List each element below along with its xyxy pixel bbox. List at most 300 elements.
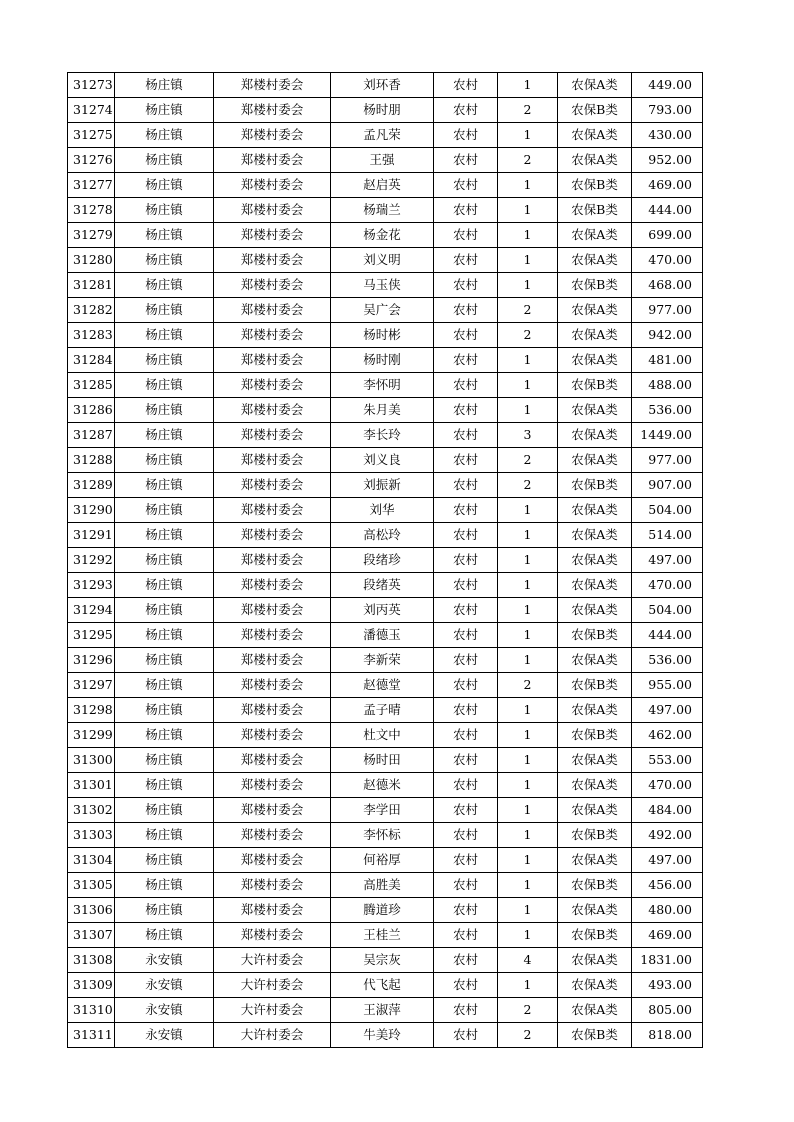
table-row [68, 923, 703, 948]
area-type-cell: 农村 [434, 173, 498, 198]
household-count-cell: 1 [498, 848, 558, 873]
household-count-cell: 2 [498, 998, 558, 1023]
amount-cell: 488.00 [632, 373, 703, 398]
area-type-cell: 农村 [434, 498, 498, 523]
amount-cell: 484.00 [632, 798, 703, 823]
village-committee-cell: 郑楼村委会 [214, 923, 331, 948]
household-count-cell: 1 [498, 348, 558, 373]
person-name-cell: 杨时彬 [331, 323, 434, 348]
record-id-cell: 31288 [68, 448, 115, 473]
village-committee-cell: 郑楼村委会 [214, 348, 331, 373]
town-cell: 杨庄镇 [115, 98, 214, 123]
table-row [68, 1023, 703, 1048]
village-committee-cell: 郑楼村委会 [214, 523, 331, 548]
household-count-cell: 1 [498, 173, 558, 198]
village-committee-cell: 郑楼村委会 [214, 598, 331, 623]
area-type-cell: 农村 [434, 748, 498, 773]
village-committee-cell: 郑楼村委会 [214, 648, 331, 673]
record-id-cell: 31273 [68, 73, 115, 98]
insurance-category-cell: 农保A类 [558, 223, 632, 248]
person-name-cell: 杨时田 [331, 748, 434, 773]
town-cell: 杨庄镇 [115, 748, 214, 773]
area-type-cell: 农村 [434, 198, 498, 223]
person-name-cell: 孟凡荣 [331, 123, 434, 148]
household-count-cell: 1 [498, 648, 558, 673]
area-type-cell: 农村 [434, 123, 498, 148]
area-type-cell: 农村 [434, 423, 498, 448]
insurance-category-cell: 农保A类 [558, 973, 632, 998]
table-row [68, 523, 703, 548]
record-id-cell: 31276 [68, 148, 115, 173]
area-type-cell: 农村 [434, 98, 498, 123]
household-count-cell: 1 [498, 198, 558, 223]
town-cell: 杨庄镇 [115, 723, 214, 748]
amount-cell: 504.00 [632, 498, 703, 523]
area-type-cell: 农村 [434, 873, 498, 898]
record-id-cell: 31295 [68, 623, 115, 648]
area-type-cell: 农村 [434, 448, 498, 473]
area-type-cell: 农村 [434, 323, 498, 348]
record-id-cell: 31307 [68, 923, 115, 948]
village-committee-cell: 郑楼村委会 [214, 798, 331, 823]
insurance-category-cell: 农保A类 [558, 998, 632, 1023]
table-row [68, 223, 703, 248]
area-type-cell: 农村 [434, 798, 498, 823]
household-count-cell: 1 [498, 723, 558, 748]
town-cell: 杨庄镇 [115, 248, 214, 273]
record-id-cell: 31283 [68, 323, 115, 348]
record-id-cell: 31299 [68, 723, 115, 748]
area-type-cell: 农村 [434, 373, 498, 398]
village-committee-cell: 郑楼村委会 [214, 198, 331, 223]
record-id-cell: 31279 [68, 223, 115, 248]
person-name-cell: 李怀明 [331, 373, 434, 398]
amount-cell: 818.00 [632, 1023, 703, 1048]
record-id-cell: 31278 [68, 198, 115, 223]
town-cell: 杨庄镇 [115, 198, 214, 223]
area-type-cell: 农村 [434, 723, 498, 748]
person-name-cell: 朱月美 [331, 398, 434, 423]
village-committee-cell: 郑楼村委会 [214, 98, 331, 123]
table-row [68, 673, 703, 698]
town-cell: 永安镇 [115, 1023, 214, 1048]
town-cell: 杨庄镇 [115, 73, 214, 98]
record-id-cell: 31287 [68, 423, 115, 448]
insurance-category-cell: 农保A类 [558, 448, 632, 473]
area-type-cell: 农村 [434, 698, 498, 723]
town-cell: 杨庄镇 [115, 223, 214, 248]
person-name-cell: 杨金花 [331, 223, 434, 248]
record-id-cell: 31274 [68, 98, 115, 123]
area-type-cell: 农村 [434, 998, 498, 1023]
town-cell: 杨庄镇 [115, 423, 214, 448]
insurance-category-cell: 农保A类 [558, 773, 632, 798]
amount-cell: 468.00 [632, 273, 703, 298]
town-cell: 杨庄镇 [115, 773, 214, 798]
record-id-cell: 31291 [68, 523, 115, 548]
village-committee-cell: 郑楼村委会 [214, 123, 331, 148]
table-row [68, 173, 703, 198]
insurance-category-cell: 农保B类 [558, 373, 632, 398]
household-count-cell: 1 [498, 523, 558, 548]
person-name-cell: 段绪珍 [331, 548, 434, 573]
household-count-cell: 1 [498, 798, 558, 823]
insurance-category-cell: 农保B类 [558, 823, 632, 848]
town-cell: 杨庄镇 [115, 598, 214, 623]
town-cell: 杨庄镇 [115, 873, 214, 898]
record-id-cell: 31310 [68, 998, 115, 1023]
town-cell: 杨庄镇 [115, 848, 214, 873]
town-cell: 杨庄镇 [115, 148, 214, 173]
amount-cell: 462.00 [632, 723, 703, 748]
village-committee-cell: 郑楼村委会 [214, 848, 331, 873]
area-type-cell: 农村 [434, 598, 498, 623]
amount-cell: 497.00 [632, 848, 703, 873]
insurance-category-cell: 农保A类 [558, 748, 632, 773]
household-count-cell: 3 [498, 423, 558, 448]
record-id-cell: 31302 [68, 798, 115, 823]
table-row [68, 398, 703, 423]
town-cell: 杨庄镇 [115, 173, 214, 198]
household-count-cell: 1 [498, 548, 558, 573]
amount-cell: 699.00 [632, 223, 703, 248]
person-name-cell: 王淑萍 [331, 998, 434, 1023]
village-committee-cell: 郑楼村委会 [214, 73, 331, 98]
insurance-category-cell: 农保A类 [558, 698, 632, 723]
person-name-cell: 刘振新 [331, 473, 434, 498]
insurance-category-cell: 农保B类 [558, 923, 632, 948]
amount-cell: 492.00 [632, 823, 703, 848]
table-row [68, 798, 703, 823]
insurance-category-cell: 农保A类 [558, 323, 632, 348]
amount-cell: 1449.00 [632, 423, 703, 448]
household-count-cell: 2 [498, 673, 558, 698]
household-count-cell: 1 [498, 923, 558, 948]
amount-cell: 497.00 [632, 548, 703, 573]
record-id-cell: 31290 [68, 498, 115, 523]
person-name-cell: 腾道珍 [331, 898, 434, 923]
town-cell: 杨庄镇 [115, 323, 214, 348]
amount-cell: 536.00 [632, 398, 703, 423]
household-count-cell: 1 [498, 398, 558, 423]
household-count-cell: 1 [498, 73, 558, 98]
table-row [68, 998, 703, 1023]
insurance-category-cell: 农保A类 [558, 398, 632, 423]
insurance-category-cell: 农保A类 [558, 348, 632, 373]
town-cell: 永安镇 [115, 998, 214, 1023]
table-row [68, 698, 703, 723]
insurance-category-cell: 农保B类 [558, 723, 632, 748]
insurance-category-cell: 农保B类 [558, 1023, 632, 1048]
table-row [68, 198, 703, 223]
village-committee-cell: 郑楼村委会 [214, 323, 331, 348]
amount-cell: 793.00 [632, 98, 703, 123]
person-name-cell: 高松玲 [331, 523, 434, 548]
village-committee-cell: 郑楼村委会 [214, 623, 331, 648]
amount-cell: 444.00 [632, 198, 703, 223]
town-cell: 杨庄镇 [115, 523, 214, 548]
town-cell: 杨庄镇 [115, 473, 214, 498]
amount-cell: 977.00 [632, 298, 703, 323]
record-id-cell: 31289 [68, 473, 115, 498]
person-name-cell: 刘义良 [331, 448, 434, 473]
town-cell: 杨庄镇 [115, 798, 214, 823]
record-id-cell: 31286 [68, 398, 115, 423]
table-row [68, 373, 703, 398]
area-type-cell: 农村 [434, 1023, 498, 1048]
town-cell: 杨庄镇 [115, 398, 214, 423]
record-id-cell: 31280 [68, 248, 115, 273]
insurance-category-cell: 农保A类 [558, 848, 632, 873]
person-name-cell: 刘义明 [331, 248, 434, 273]
insurance-category-cell: 农保A类 [558, 248, 632, 273]
insurance-category-cell: 农保B类 [558, 673, 632, 698]
insurance-category-cell: 农保A类 [558, 948, 632, 973]
area-type-cell: 农村 [434, 948, 498, 973]
person-name-cell: 吴宗灰 [331, 948, 434, 973]
amount-cell: 444.00 [632, 623, 703, 648]
table-row [68, 348, 703, 373]
town-cell: 杨庄镇 [115, 623, 214, 648]
village-committee-cell: 郑楼村委会 [214, 548, 331, 573]
area-type-cell: 农村 [434, 548, 498, 573]
amount-cell: 470.00 [632, 248, 703, 273]
person-name-cell: 王强 [331, 148, 434, 173]
person-name-cell: 赵德米 [331, 773, 434, 798]
amount-cell: 952.00 [632, 148, 703, 173]
amount-cell: 514.00 [632, 523, 703, 548]
village-committee-cell: 郑楼村委会 [214, 673, 331, 698]
town-cell: 杨庄镇 [115, 498, 214, 523]
area-type-cell: 农村 [434, 248, 498, 273]
town-cell: 杨庄镇 [115, 648, 214, 673]
insurance-category-cell: 农保B类 [558, 198, 632, 223]
village-committee-cell: 郑楼村委会 [214, 748, 331, 773]
record-id-cell: 31281 [68, 273, 115, 298]
insurance-category-cell: 农保A类 [558, 798, 632, 823]
village-committee-cell: 郑楼村委会 [214, 898, 331, 923]
record-id-cell: 31306 [68, 898, 115, 923]
town-cell: 杨庄镇 [115, 373, 214, 398]
table-row [68, 648, 703, 673]
town-cell: 杨庄镇 [115, 898, 214, 923]
village-committee-cell: 大许村委会 [214, 1023, 331, 1048]
household-count-cell: 1 [498, 773, 558, 798]
record-id-cell: 31297 [68, 673, 115, 698]
record-id-cell: 31298 [68, 698, 115, 723]
person-name-cell: 刘丙英 [331, 598, 434, 623]
table-row [68, 123, 703, 148]
household-count-cell: 2 [498, 473, 558, 498]
town-cell: 永安镇 [115, 973, 214, 998]
household-count-cell: 1 [498, 223, 558, 248]
person-name-cell: 赵启英 [331, 173, 434, 198]
insurance-category-cell: 农保A类 [558, 73, 632, 98]
household-count-cell: 2 [498, 148, 558, 173]
record-id-cell: 31275 [68, 123, 115, 148]
table-row [68, 748, 703, 773]
insurance-category-cell: 农保A类 [558, 898, 632, 923]
person-name-cell: 李长玲 [331, 423, 434, 448]
village-committee-cell: 郑楼村委会 [214, 773, 331, 798]
village-committee-cell: 郑楼村委会 [214, 148, 331, 173]
roster-body [68, 73, 703, 1048]
person-name-cell: 段绪英 [331, 573, 434, 598]
amount-cell: 504.00 [632, 598, 703, 623]
area-type-cell: 农村 [434, 623, 498, 648]
person-name-cell: 王桂兰 [331, 923, 434, 948]
town-cell: 杨庄镇 [115, 273, 214, 298]
table-row [68, 548, 703, 573]
area-type-cell: 农村 [434, 223, 498, 248]
village-committee-cell: 郑楼村委会 [214, 823, 331, 848]
amount-cell: 805.00 [632, 998, 703, 1023]
table-row [68, 323, 703, 348]
household-count-cell: 1 [498, 873, 558, 898]
village-committee-cell: 郑楼村委会 [214, 373, 331, 398]
household-count-cell: 4 [498, 948, 558, 973]
village-committee-cell: 郑楼村委会 [214, 423, 331, 448]
village-committee-cell: 郑楼村委会 [214, 473, 331, 498]
record-id-cell: 31296 [68, 648, 115, 673]
person-name-cell: 杨时刚 [331, 348, 434, 373]
table-row [68, 473, 703, 498]
area-type-cell: 农村 [434, 398, 498, 423]
household-count-cell: 2 [498, 1023, 558, 1048]
person-name-cell: 何裕厚 [331, 848, 434, 873]
table-row [68, 73, 703, 98]
household-count-cell: 1 [498, 823, 558, 848]
record-id-cell: 31300 [68, 748, 115, 773]
insurance-category-cell: 农保A类 [558, 548, 632, 573]
amount-cell: 469.00 [632, 923, 703, 948]
amount-cell: 536.00 [632, 648, 703, 673]
town-cell: 杨庄镇 [115, 823, 214, 848]
amount-cell: 497.00 [632, 698, 703, 723]
amount-cell: 469.00 [632, 173, 703, 198]
amount-cell: 430.00 [632, 123, 703, 148]
household-count-cell: 1 [498, 498, 558, 523]
record-id-cell: 31282 [68, 298, 115, 323]
household-count-cell: 2 [498, 448, 558, 473]
table-row [68, 248, 703, 273]
table-row [68, 498, 703, 523]
amount-cell: 456.00 [632, 873, 703, 898]
area-type-cell: 农村 [434, 348, 498, 373]
table-row [68, 773, 703, 798]
town-cell: 杨庄镇 [115, 698, 214, 723]
amount-cell: 1831.00 [632, 948, 703, 973]
insurance-category-cell: 农保B类 [558, 273, 632, 298]
person-name-cell: 牛美玲 [331, 1023, 434, 1048]
town-cell: 杨庄镇 [115, 348, 214, 373]
village-committee-cell: 郑楼村委会 [214, 573, 331, 598]
insurance-category-cell: 农保A类 [558, 648, 632, 673]
area-type-cell: 农村 [434, 573, 498, 598]
village-committee-cell: 郑楼村委会 [214, 223, 331, 248]
table-row [68, 848, 703, 873]
area-type-cell: 农村 [434, 148, 498, 173]
table-row [68, 948, 703, 973]
village-committee-cell: 郑楼村委会 [214, 698, 331, 723]
record-id-cell: 31308 [68, 948, 115, 973]
table-row [68, 423, 703, 448]
area-type-cell: 农村 [434, 898, 498, 923]
town-cell: 杨庄镇 [115, 123, 214, 148]
household-count-cell: 1 [498, 123, 558, 148]
area-type-cell: 农村 [434, 298, 498, 323]
area-type-cell: 农村 [434, 73, 498, 98]
village-committee-cell: 郑楼村委会 [214, 173, 331, 198]
amount-cell: 942.00 [632, 323, 703, 348]
amount-cell: 493.00 [632, 973, 703, 998]
person-name-cell: 马玉侠 [331, 273, 434, 298]
household-count-cell: 1 [498, 373, 558, 398]
amount-cell: 470.00 [632, 773, 703, 798]
town-cell: 永安镇 [115, 948, 214, 973]
insurance-category-cell: 农保A类 [558, 298, 632, 323]
insurance-category-cell: 农保B类 [558, 98, 632, 123]
table-row [68, 623, 703, 648]
area-type-cell: 农村 [434, 973, 498, 998]
table-row [68, 723, 703, 748]
amount-cell: 907.00 [632, 473, 703, 498]
amount-cell: 449.00 [632, 73, 703, 98]
amount-cell: 480.00 [632, 898, 703, 923]
village-committee-cell: 郑楼村委会 [214, 723, 331, 748]
table-row [68, 98, 703, 123]
amount-cell: 481.00 [632, 348, 703, 373]
area-type-cell: 农村 [434, 823, 498, 848]
person-name-cell: 潘德玉 [331, 623, 434, 648]
benefit-roster-table [67, 72, 703, 1048]
insurance-category-cell: 农保A类 [558, 498, 632, 523]
area-type-cell: 农村 [434, 473, 498, 498]
area-type-cell: 农村 [434, 773, 498, 798]
record-id-cell: 31294 [68, 598, 115, 623]
amount-cell: 977.00 [632, 448, 703, 473]
record-id-cell: 31292 [68, 548, 115, 573]
person-name-cell: 刘环香 [331, 73, 434, 98]
table-row [68, 298, 703, 323]
household-count-cell: 1 [498, 898, 558, 923]
person-name-cell: 刘华 [331, 498, 434, 523]
household-count-cell: 1 [498, 273, 558, 298]
insurance-category-cell: 农保B类 [558, 473, 632, 498]
village-committee-cell: 郑楼村委会 [214, 873, 331, 898]
household-count-cell: 1 [498, 973, 558, 998]
area-type-cell: 农村 [434, 648, 498, 673]
record-id-cell: 31285 [68, 373, 115, 398]
record-id-cell: 31277 [68, 173, 115, 198]
table-row [68, 973, 703, 998]
insurance-category-cell: 农保B类 [558, 873, 632, 898]
village-committee-cell: 郑楼村委会 [214, 298, 331, 323]
town-cell: 杨庄镇 [115, 923, 214, 948]
insurance-category-cell: 农保B类 [558, 623, 632, 648]
table-row [68, 873, 703, 898]
household-count-cell: 2 [498, 98, 558, 123]
person-name-cell: 高胜美 [331, 873, 434, 898]
insurance-category-cell: 农保B类 [558, 173, 632, 198]
household-count-cell: 1 [498, 573, 558, 598]
village-committee-cell: 郑楼村委会 [214, 273, 331, 298]
village-committee-cell: 郑楼村委会 [214, 448, 331, 473]
person-name-cell: 代飞起 [331, 973, 434, 998]
person-name-cell: 杨时朋 [331, 98, 434, 123]
person-name-cell: 赵德堂 [331, 673, 434, 698]
household-count-cell: 2 [498, 298, 558, 323]
